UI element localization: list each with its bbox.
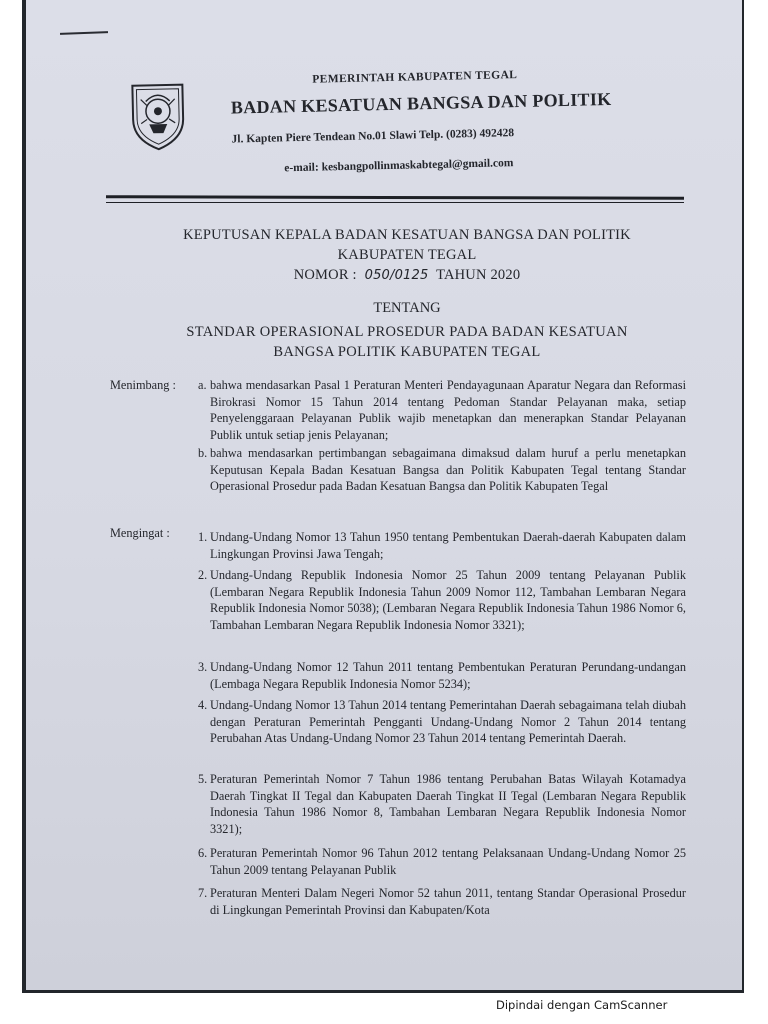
regency-crest-icon (126, 79, 190, 152)
item-text: Undang-Undang Nomor 12 Tahun 2011 tentang Pembentukan Peraturan Perundang-undangan (Lembaga Negara Republik Indonesia Nomor 5234); (210, 660, 686, 691)
agency-name: BADAN KESATUAN BANGSA DAN POLITIK (230, 88, 612, 118)
scanner-watermark: Dipindai dengan CamScanner (496, 998, 668, 1012)
decree-title (122, 225, 692, 286)
government-name: PEMERINTAH KABUPATEN TEGAL (312, 69, 518, 86)
item-text: bahwa mendasarkan Pasal 1 Peraturan Menteri Pendayagunaan Aparatur Negara dan Reformasi Birokrasi Nomor 15 Tahun 2014 tentang Pedoman Standar Pelayanan maka, setiap Penyelenggaraan Pelayanan Publik wajib menetapkan dan menerapkan Standar Pelayanan Publik untuk setiap jenis Pelayanan; (210, 378, 686, 442)
item-marker: 6. (198, 846, 208, 860)
decree-title-line-1: KEPUTUSAN KEPALA BADAN KESATUAN BANGSA DAN POLITIK (183, 227, 631, 243)
item-text: Undang-Undang Nomor 13 Tahun 2014 tentang Pemerintahan Daerah sebagaimana telah diubah dengan Peraturan Pemerintah Pengganti Undang-Undang Nomor 2 Tahun 2014 tentang Perubahan Atas Undang-Undang Nomor 23 Tahun 2014 tentang Pemerintah Daerah. (210, 698, 686, 745)
item-marker: b. (198, 446, 208, 460)
decree-year: TAHUN 2020 (436, 267, 521, 283)
letterhead-divider-thin (106, 202, 684, 203)
mengingat-item (198, 567, 686, 633)
document-page (26, 0, 742, 990)
decree-number-label: NOMOR : (293, 267, 357, 283)
item-text: bahwa mendasarkan pertimbangan sebagaimana dimaksud dalam huruf a perlu menetapkan Keputusan Kepala Badan Kesatuan Bangsa dan Politik Kabupaten Tegal tentang Standar Operasional Prosedur pada Badan Kesatuan Bangsa dan Politik Kabupaten Tegal (210, 446, 686, 493)
item-marker: 2. (198, 568, 208, 582)
item-text: Peraturan Pemerintah Nomor 96 Tahun 2012 tentang Pelaksanaan Undang-Undang Nomor 25 Tahun 2009 tentang Pelayanan Publik (210, 846, 686, 877)
letterhead-divider (106, 195, 684, 200)
item-marker: 5. (198, 772, 208, 786)
decree-subject-line-2: BANGSA POLITIK KABUPATEN TEGAL (273, 344, 541, 360)
decree-number-handwritten: 050/0125 (364, 268, 429, 283)
pen-mark (60, 31, 108, 35)
mengingat-section (110, 525, 690, 955)
agency-email: e-mail: kesbangpollinmaskabtegal@gmail.com (284, 157, 514, 175)
mengingat-item (198, 697, 686, 747)
mengingat-item (198, 885, 686, 918)
about-heading: TENTANG (373, 300, 441, 316)
item-marker: a. (198, 378, 207, 392)
item-marker: 7. (198, 886, 208, 900)
item-marker: 1. (198, 530, 208, 544)
item-text: Peraturan Menteri Dalam Negeri Nomor 52 tahun 2011, tentang Standar Operasional Prosedur di Lingkungan Pemerintah Provinsi dan Kabupaten/Kota (210, 886, 686, 917)
mengingat-item (198, 845, 686, 878)
item-text: Undang-Undang Nomor 13 Tahun 1950 tentang Pembentukan Daerah-daerah Kabupaten dalam Lingkungan Provinsi Jawa Tengah; (210, 530, 686, 561)
decree-number-line (122, 265, 692, 286)
item-marker: 4. (198, 698, 208, 712)
mengingat-item (198, 659, 686, 692)
decree-title-line-2: KABUPATEN TEGAL (337, 247, 477, 263)
decree-subject (122, 322, 692, 362)
decree-subject-line-1: STANDAR OPERASIONAL PROSEDUR PADA BADAN KESATUAN (186, 324, 628, 340)
menimbang-section (110, 377, 690, 527)
menimbang-item (198, 377, 686, 443)
agency-address: Jl. Kapten Piere Tendean No.01 Slawi Telp. (0283) 492428 (231, 127, 515, 146)
menimbang-item (198, 445, 686, 495)
letterhead (122, 58, 665, 198)
item-text: Peraturan Pemerintah Nomor 7 Tahun 1986 tentang Perubahan Batas Wilayah Kotamadya Daerah Tingkat II Tegal dan Kabupaten Daerah Tingkat II Tegal (Lembaran Negara Republik Indonesia Tahun 1986 Nomor 8, Tambahan Lembaran Negara Republik Indonesia Nomor 3321); (210, 772, 686, 836)
item-marker: 3. (198, 660, 208, 674)
mengingat-label: Mengingat : (110, 526, 170, 540)
menimbang-label: Menimbang : (110, 378, 176, 392)
item-text: Undang-Undang Republik Indonesia Nomor 25 Tahun 2009 tentang Pelayanan Publik (Lembaran Negara Republik Indonesia Tahun 2009 Nomor 112, Tambahan Lembaran Negara Republik Indonesia Nomor 5038); (Lembaran Negara Republik Indonesia Tahun 1986 Nomor 6, Tambahan Lembaran Negara Republik Indonesia Nomor 3321); (210, 568, 686, 632)
mengingat-item (198, 529, 686, 562)
mengingat-item (198, 771, 686, 837)
